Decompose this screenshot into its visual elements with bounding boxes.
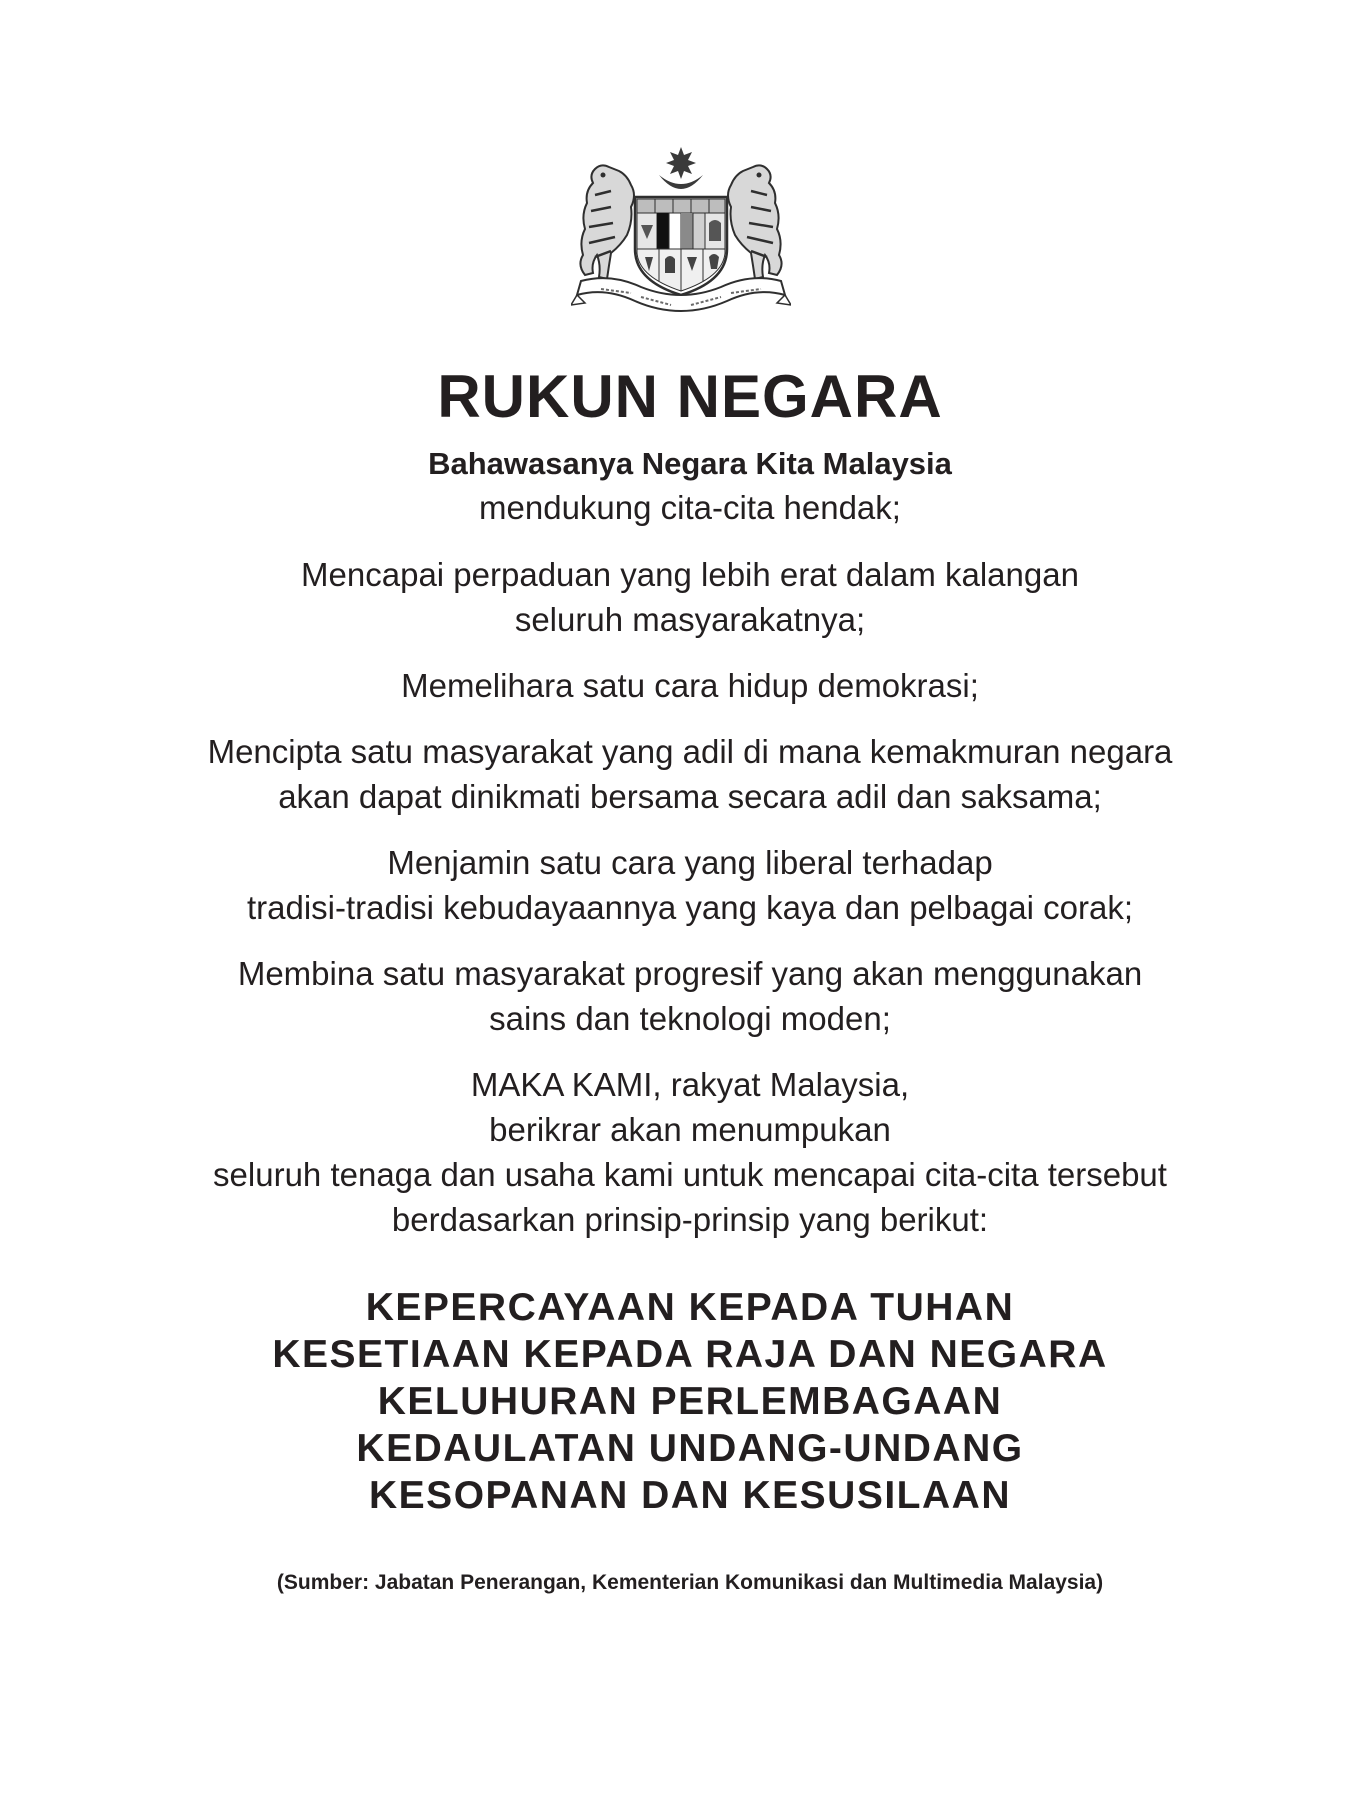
left-tiger-icon	[580, 165, 634, 279]
aspiration-3-line-1: Mencipta satu masyarakat yang adil di mana kemakmuran negara	[207, 733, 1173, 770]
aspiration-4-line-1: Menjamin satu cara yang liberal terhadap	[387, 844, 993, 881]
aspiration-5-line-2: sains dan teknologi moden;	[489, 1000, 891, 1037]
aspiration-2-line-1: Memelihara satu cara hidup demokrasi;	[401, 667, 979, 704]
coat-of-arms-icon	[571, 145, 791, 320]
aspiration-5-line-1: Membina satu masyarakat progresif yang akan menggunakan	[237, 955, 1143, 992]
principle-3: KELUHURAN PERLEMBAGAAN	[377, 1380, 1003, 1423]
shield-icon	[635, 197, 727, 295]
page-title: RUKUN NEGARA	[437, 363, 943, 430]
principle-2: KESETIAAN KEPADA RAJA DAN NEGARA	[272, 1333, 1108, 1376]
pledge-line-2: berikrar akan menumpukan	[489, 1111, 891, 1148]
aspiration-1-line-2: seluruh masyarakatnya;	[514, 601, 866, 638]
star-icon	[666, 147, 696, 179]
right-tiger-icon	[728, 165, 782, 279]
principle-1: KEPERCAYAAN KEPADA TUHAN	[365, 1286, 1015, 1329]
source-citation: (Sumber: Jabatan Penerangan, Kementerian Komunikasi dan Multimedia Malaysia)	[276, 1571, 1104, 1594]
pledge-line-4: berdasarkan prinsip-prinsip yang berikut:	[391, 1201, 989, 1238]
aspiration-3-line-2: akan dapat dinikmati bersama secara adil dan saksama;	[278, 778, 1102, 815]
pledge-line-3: seluruh tenaga dan usaha kami untuk mencapai cita-cita tersebut	[213, 1156, 1167, 1193]
aspiration-1-line-1: Mencapai perpaduan yang lebih erat dalam kalangan	[301, 556, 1079, 593]
pledge-line-1: MAKA KAMI, rakyat Malaysia,	[470, 1066, 910, 1103]
preamble-intro: mendukung cita-cita hendak;	[479, 489, 901, 526]
principle-5: KESOPANAN DAN KESUSILAAN	[369, 1474, 1011, 1517]
principle-4: KEDAULATAN UNDANG-UNDANG	[356, 1427, 1024, 1470]
aspiration-4-line-2: tradisi-tradisi kebudayaannya yang kaya dan pelbagai corak;	[246, 889, 1134, 926]
subtitle: Bahawasanya Negara Kita Malaysia	[428, 446, 952, 481]
